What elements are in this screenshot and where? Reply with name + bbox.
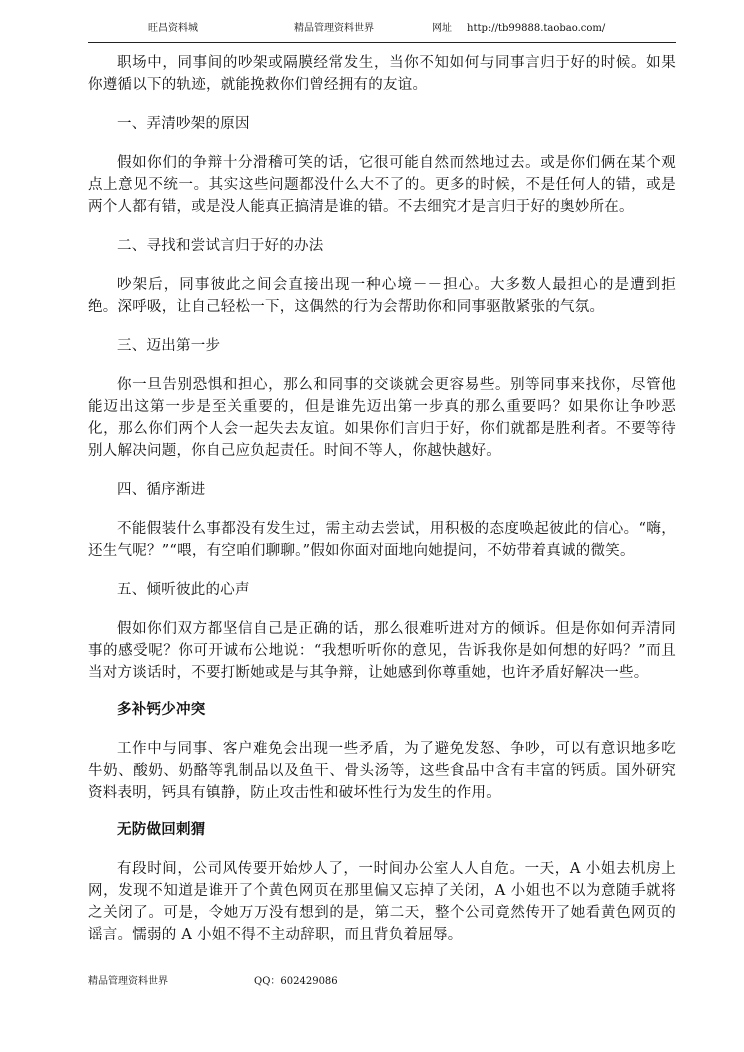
header-url: http://tb99888.taobao.com/	[467, 23, 606, 34]
section-2-text: 吵架后，同事彼此之间会直接出现一种心境－－担心。大多数人最担心的是遭到拒绝。深呼吸，让自己轻松一下，这偶然的行为会帮助你和同事驱散紧张的气氛。	[88, 277, 676, 315]
header-shop-name: 旺昌资料城	[148, 23, 198, 34]
bold-heading-hedgehog: 无防做回刺猬	[117, 822, 206, 838]
footer-site-name: 精品管理资料世界	[88, 976, 168, 987]
section-1-title: 一、弄清吵架的原因	[117, 116, 250, 132]
section-2-title: 二、寻找和尝试言归于好的办法	[117, 238, 324, 254]
section-1-text: 假如你们的争辩十分滑稽可笑的话，它很可能自然而然地过去。或是你们俩在某个观点上意见不统一。其实这些问题都没什么大不了的。更多的时候，不是任何人的错，或是两个人都有错，或是没人能真正搞清是谁的错。不去细究才是言归于好的奥妙所在。	[88, 155, 676, 215]
section-4-title: 四、循序渐进	[117, 482, 206, 498]
section-5-text: 假如你们双方都坚信自己是正确的话，那么很难听进对方的倾诉。但是你如何弄清同事的感受呢？你可开诚布公地说：“我想听听你的意见，告诉我你是如何想的好吗？”而且当对方谈话时，不要打断她或是与其争辩，让她感到你尊重她，也许矛盾好解决一些。	[88, 621, 676, 681]
section-3-title: 三、迈出第一步	[117, 338, 221, 354]
hedgehog-text: 有段时间，公司风传要开始炒人了，一时间办公室人人自危。一天，A 小姐去机房上网，发现不知道是谁开了个黄色网页在那里偏又忘掉了关闭，A 小姐也不以为意随手就将之关闭了。可是，令她万万没有想到的是，第二天，整个公司竟然传开了她看黄色网页的谣言。懦弱的 A 小姐不得不主动辞职，而且背负着屈辱。	[88, 861, 676, 943]
intro-paragraph: 职场中，同事间的吵架或隔膜经常发生，当你不知如何与同事言归于好的时候。如果你遵循以下的轨迹，就能挽救你们曾经拥有的友谊。	[88, 55, 676, 93]
header-url-label: 网址	[432, 23, 452, 34]
calcium-text: 工作中与同事、客户难免会出现一些矛盾，为了避免发怒、争吵，可以有意识地多吃牛奶、酸奶、奶酪等乳制品以及鱼干、骨头汤等，这些食品中含有丰富的钙质。国外研究资料表明，钙具有镇静，防止攻击性和破坏性行为发生的作用。	[88, 741, 676, 801]
document-body	[88, 52, 676, 946]
footer-qq: QQ：602429086	[254, 976, 338, 987]
bold-heading-calcium: 多补钙少冲突	[117, 702, 206, 718]
header-site-name: 精品管理资料世界	[294, 23, 374, 34]
header-divider	[88, 42, 676, 43]
section-3-text: 你一旦告别恐惧和担心，那么和同事的交谈就会更容易些。别等同事来找你，尽管他能迈出这第一步是至关重要的，但是谁先迈出第一步真的那么重要吗？如果你让争吵恶化，那么你们两个人会一起失去友谊。如果你们言归于好，你们就都是胜利者。不要等待别人解决问题，你自己应负起责任。时间不等人，你越快越好。	[88, 377, 676, 459]
section-5-title: 五、倾听彼此的心声	[117, 582, 250, 598]
section-4-text: 不能假装什么事都没有发生过，需主动去尝试，用积极的态度唤起彼此的信心。“嗨，还生气呢？”“喂，有空咱们聊聊。”假如你面对面地向她提问，不妨带着真诚的微笑。	[88, 521, 676, 559]
